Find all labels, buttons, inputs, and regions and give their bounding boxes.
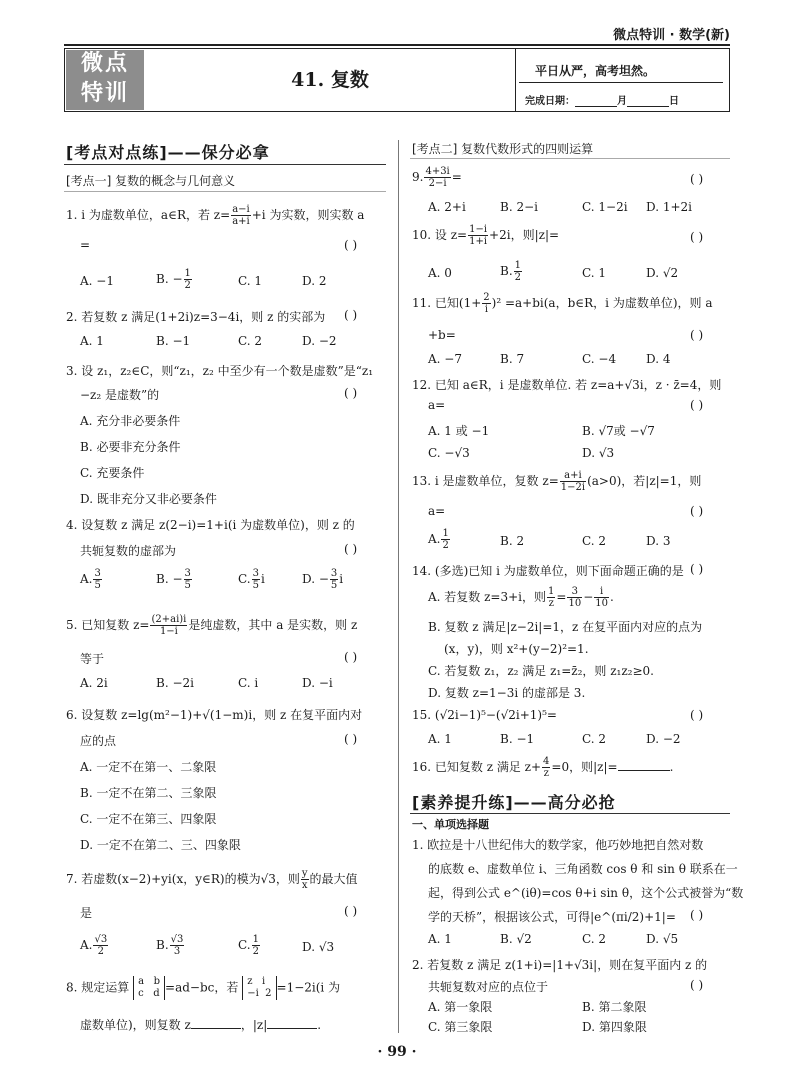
- option[interactable]: C. i: [238, 676, 259, 690]
- option[interactable]: D. √3: [302, 940, 335, 954]
- question-1: 1. i 为虚数单位，a∈R，若 z= $\frac{a-i}{a+i}$ +i 为实数，则实数 a: [66, 204, 365, 227]
- section-title-advanced: [素养提升练]——高分必抢: [412, 793, 616, 812]
- due-day-blank[interactable]: [627, 96, 669, 107]
- answer-paren-6[interactable]: ( ): [344, 732, 358, 746]
- question-8: 8. 规定运算 a b c d =ad−bc，若 z i −i 2 =1−2i(i 为: [66, 976, 341, 999]
- question-13: 13. i 是虚数单位，复数 z= $\frac{a+i}{1-2i}$ (a>0)，若|z|=1，则: [412, 470, 702, 493]
- question-13-cont: a=: [428, 504, 446, 518]
- option[interactable]: A. 充分非必要条件: [80, 414, 181, 428]
- question-5-cont: 等于: [80, 652, 105, 666]
- option[interactable]: C. 若复数 z₁，z₂ 满足 z₁=z̄₂，则 z₁z₂≥0.: [428, 664, 654, 678]
- section-rule: [64, 164, 386, 165]
- option[interactable]: D. √5: [646, 932, 679, 946]
- series-line2: 特训: [80, 81, 129, 106]
- subsection-2: [考点二] 复数代数形式的四则运算: [412, 142, 594, 156]
- question-11-cont: +b=: [428, 328, 456, 342]
- question-11: 11. 已知(1+ $\frac{2}{i}$ )² =a+bi(a，b∈R，i 为虚数单位)，则 a: [412, 292, 713, 315]
- option[interactable]: D. √3: [582, 446, 615, 460]
- option[interactable]: C. 2: [582, 732, 607, 746]
- question-6: 6. 设复数 z=lg(m²−1)+√(1−m)i，则 z 在复平面内对: [66, 708, 363, 722]
- question-7: 7. 若虚数(x−2)+yi(x，y∈R)的模为√3，则 $\frac{y}{x}$ 的最大值: [66, 868, 358, 891]
- option[interactable]: D. 既非充分又非必要条件: [80, 492, 217, 506]
- option[interactable]: A. 1 或 −1: [428, 424, 490, 438]
- answer-paren-14[interactable]: ( ): [690, 562, 704, 576]
- option[interactable]: C. 1: [238, 274, 263, 288]
- option-cont: (x，y)，则 x²+(y−2)²=1.: [444, 642, 589, 656]
- option[interactable]: B. 一定不在第二、三象限: [80, 786, 217, 800]
- option[interactable]: B. 复数 z 满足|z−2i|=1，z 在复平面内对应的点为: [428, 620, 703, 634]
- option[interactable]: C. 充要条件: [80, 466, 145, 480]
- subsection-single-choice: 一、单项选择题: [412, 818, 489, 831]
- option[interactable]: D. −2: [302, 334, 337, 348]
- option[interactable]: A. −7: [428, 352, 462, 366]
- due-label: 完成日期：: [525, 96, 575, 107]
- option[interactable]: B. $\frac{√3}{3}$: [156, 934, 184, 957]
- blank-8b[interactable]: [267, 1018, 317, 1029]
- answer-paren-3[interactable]: ( ): [344, 386, 358, 400]
- question-5: 5. 已知复数 z= $\frac{(2+ai)i}{1-i}$ 是纯虚数，其中 a 是实数，则 z: [66, 614, 358, 637]
- answer-paren-12[interactable]: ( ): [690, 398, 704, 412]
- due-month: 月: [617, 96, 627, 107]
- blank-16[interactable]: [618, 760, 670, 771]
- option[interactable]: A. 1: [80, 334, 104, 348]
- advanced-question-1-cont: 学的天桥”，根据该公式，可得|e^(πi/2)+1|=: [428, 910, 676, 924]
- answer-paren-15[interactable]: ( ): [690, 708, 704, 722]
- option[interactable]: D. 1+2i: [646, 200, 692, 214]
- option[interactable]: D. −2: [646, 732, 681, 746]
- subsection-rule: [64, 191, 386, 192]
- option[interactable]: B. √2: [500, 932, 532, 946]
- option[interactable]: A. 若复数 z=3+i，则 $\frac{1}{z}$ = $\frac{3}{10}$ − $\frac{i}{10}$ .: [428, 586, 614, 609]
- column-divider: [398, 140, 399, 1033]
- answer-paren-1[interactable]: ( ): [344, 238, 358, 252]
- advanced-question-1-cont: 起，得到公式 e^(iθ)=cos θ+i sin θ，这个公式被誉为“数: [428, 886, 744, 900]
- question-10: 10. 设 z= $\frac{1-i}{1+i}$ +2i，则|z|=: [412, 224, 560, 247]
- answer-paren-4[interactable]: ( ): [344, 542, 358, 556]
- option[interactable]: C. 一定不在第三、四象限: [80, 812, 217, 826]
- subsection-rule: [410, 158, 730, 159]
- option[interactable]: D. − $\frac{3}{5}$ i: [302, 568, 344, 591]
- option[interactable]: D. 3: [646, 534, 671, 548]
- question-12: 12. 已知 a∈R，i 是虚数单位. 若 z=a+√3i，z · z̄=4，则: [412, 378, 722, 392]
- option[interactable]: A. 2+i: [428, 200, 466, 214]
- option[interactable]: A. $\frac{3}{5}$: [80, 568, 101, 591]
- option[interactable]: A. 第一象限: [428, 1000, 493, 1014]
- option[interactable]: A. 2i: [80, 676, 108, 690]
- answer-paren-5[interactable]: ( ): [344, 650, 358, 664]
- question-7-cont: 是: [80, 906, 93, 920]
- option[interactable]: A. 1: [428, 932, 452, 946]
- header-divider: [515, 48, 516, 112]
- option[interactable]: C. −4: [582, 352, 617, 366]
- option[interactable]: C. 第三象限: [428, 1020, 493, 1034]
- option[interactable]: B. √7或 −√7: [582, 424, 655, 438]
- option[interactable]: B. 2−i: [500, 200, 538, 214]
- question-3-cont: −z₂ 是虚数”的: [80, 388, 160, 402]
- advanced-question-1: 1. 欧拉是十八世纪伟大的数学家，他巧妙地把自然对数: [412, 838, 704, 852]
- question-14: 14. (多选)已知 i 为虚数单位，则下面命题正确的是: [412, 564, 684, 578]
- option[interactable]: C. 2: [582, 932, 607, 946]
- brand-label: 微点特训 · 数学(新): [613, 28, 730, 43]
- answer-paren-7[interactable]: ( ): [344, 904, 358, 918]
- advanced-question-2: 2. 若复数 z 满足 z(1+i)=|1+√3i|，则在复平面内 z 的: [412, 958, 708, 972]
- page-number: · 99 ·: [377, 1044, 417, 1060]
- option[interactable]: C. −√3: [428, 446, 470, 460]
- series-block: [66, 50, 144, 110]
- option[interactable]: B. −1: [156, 334, 191, 348]
- question-2: 2. 若复数 z 满足(1+2i)z=3−4i，则 z 的实部为: [66, 310, 326, 324]
- answer-paren-11[interactable]: ( ): [690, 328, 704, 342]
- question-4: 4. 设复数 z 满足 z(2−i)=1+i(i 为虚数单位)，则 z 的: [66, 518, 355, 532]
- option[interactable]: A. 1: [428, 732, 452, 746]
- answer-paren-2[interactable]: ( ): [344, 308, 358, 322]
- option[interactable]: D. 复数 z=1−3i 的虚部是 3.: [428, 686, 586, 700]
- option[interactable]: C. $\frac{3}{5}$ i: [238, 568, 265, 591]
- option[interactable]: B. $\frac{1}{2}$: [500, 260, 522, 283]
- option[interactable]: A. −1: [80, 274, 114, 288]
- answer-paren-13[interactable]: ( ): [690, 504, 704, 518]
- series-line1: 微点: [80, 51, 129, 76]
- option[interactable]: A. $\frac{1}{2}$: [428, 528, 449, 551]
- option[interactable]: B. 必要非充分条件: [80, 440, 181, 454]
- subsection-1: [考点一] 复数的概念与几何意义: [66, 174, 236, 188]
- option[interactable]: D. 4: [646, 352, 671, 366]
- answer-paren-r1[interactable]: ( ): [690, 908, 704, 922]
- answer-paren-10[interactable]: ( ): [690, 230, 704, 244]
- advanced-question-1-cont: 的底数 e、虚数单位 i、三角函数 cos θ 和 sin θ 联系在一: [428, 862, 738, 876]
- option[interactable]: A. $\frac{√3}{2}$: [80, 934, 108, 957]
- question-12-cont: a=: [428, 398, 446, 412]
- section-rule: [410, 813, 730, 814]
- motto-rule: [519, 82, 723, 83]
- option[interactable]: C. 2: [238, 334, 263, 348]
- option[interactable]: C. 2: [582, 534, 607, 548]
- question-6-cont: 应的点: [80, 734, 117, 748]
- option[interactable]: C. 1−2i: [582, 200, 628, 214]
- option[interactable]: D. −i: [302, 676, 333, 690]
- option[interactable]: B. −2i: [156, 676, 194, 690]
- question-1-cont: =: [80, 238, 91, 252]
- option[interactable]: B. − $\frac{3}{5}$: [156, 568, 191, 591]
- option[interactable]: D. 2: [302, 274, 327, 288]
- option[interactable]: D. √2: [646, 266, 679, 280]
- option[interactable]: B. 第二象限: [582, 1000, 647, 1014]
- section-title-practice: [考点对点练]——保分必拿: [66, 143, 270, 162]
- option[interactable]: D. 一定不在第二、三、四象限: [80, 838, 241, 852]
- blank-8a[interactable]: [191, 1018, 241, 1029]
- option[interactable]: B. −1: [500, 732, 535, 746]
- answer-paren-9[interactable]: ( ): [690, 172, 704, 186]
- advanced-question-2-cont: 共轭复数对应的点位于: [428, 980, 549, 994]
- question-8-cont: 虚数单位)，则复数 z ，|z| .: [80, 1018, 322, 1032]
- due-day: 日: [669, 96, 679, 107]
- top-rule: [64, 44, 730, 46]
- page-title: 41. 复数: [291, 69, 369, 91]
- option[interactable]: A. 一定不在第一、二象限: [80, 760, 217, 774]
- option[interactable]: B. 2: [500, 534, 525, 548]
- due-month-blank[interactable]: [575, 96, 617, 107]
- option[interactable]: A. 0: [428, 266, 452, 280]
- question-4-cont: 共轭复数的虚部为: [80, 544, 177, 558]
- question-9: 9. $\frac{4+3i}{2-i}$ =: [412, 166, 462, 189]
- option[interactable]: B. − $\frac{1}{2}$: [156, 268, 191, 291]
- answer-paren-r2[interactable]: ( ): [690, 978, 704, 992]
- option[interactable]: B. 7: [500, 352, 525, 366]
- option[interactable]: D. 第四象限: [582, 1020, 647, 1034]
- question-16: 16. 已知复数 z 满足 z+ $\frac{4}{z}$ =0，则|z|= .: [412, 756, 674, 779]
- due-date: [525, 92, 679, 107]
- question-3: 3. 设 z₁，z₂∈C，则“z₁，z₂ 中至少有一个数是虚数”是“z₁: [66, 364, 374, 378]
- option[interactable]: C. 1: [582, 266, 607, 280]
- motto: 平日从严，高考坦然。: [535, 64, 656, 78]
- option[interactable]: C. $\frac{1}{2}$: [238, 934, 259, 957]
- question-15: 15. (√2i−1)⁵−(√2i+1)⁵=: [412, 708, 557, 722]
